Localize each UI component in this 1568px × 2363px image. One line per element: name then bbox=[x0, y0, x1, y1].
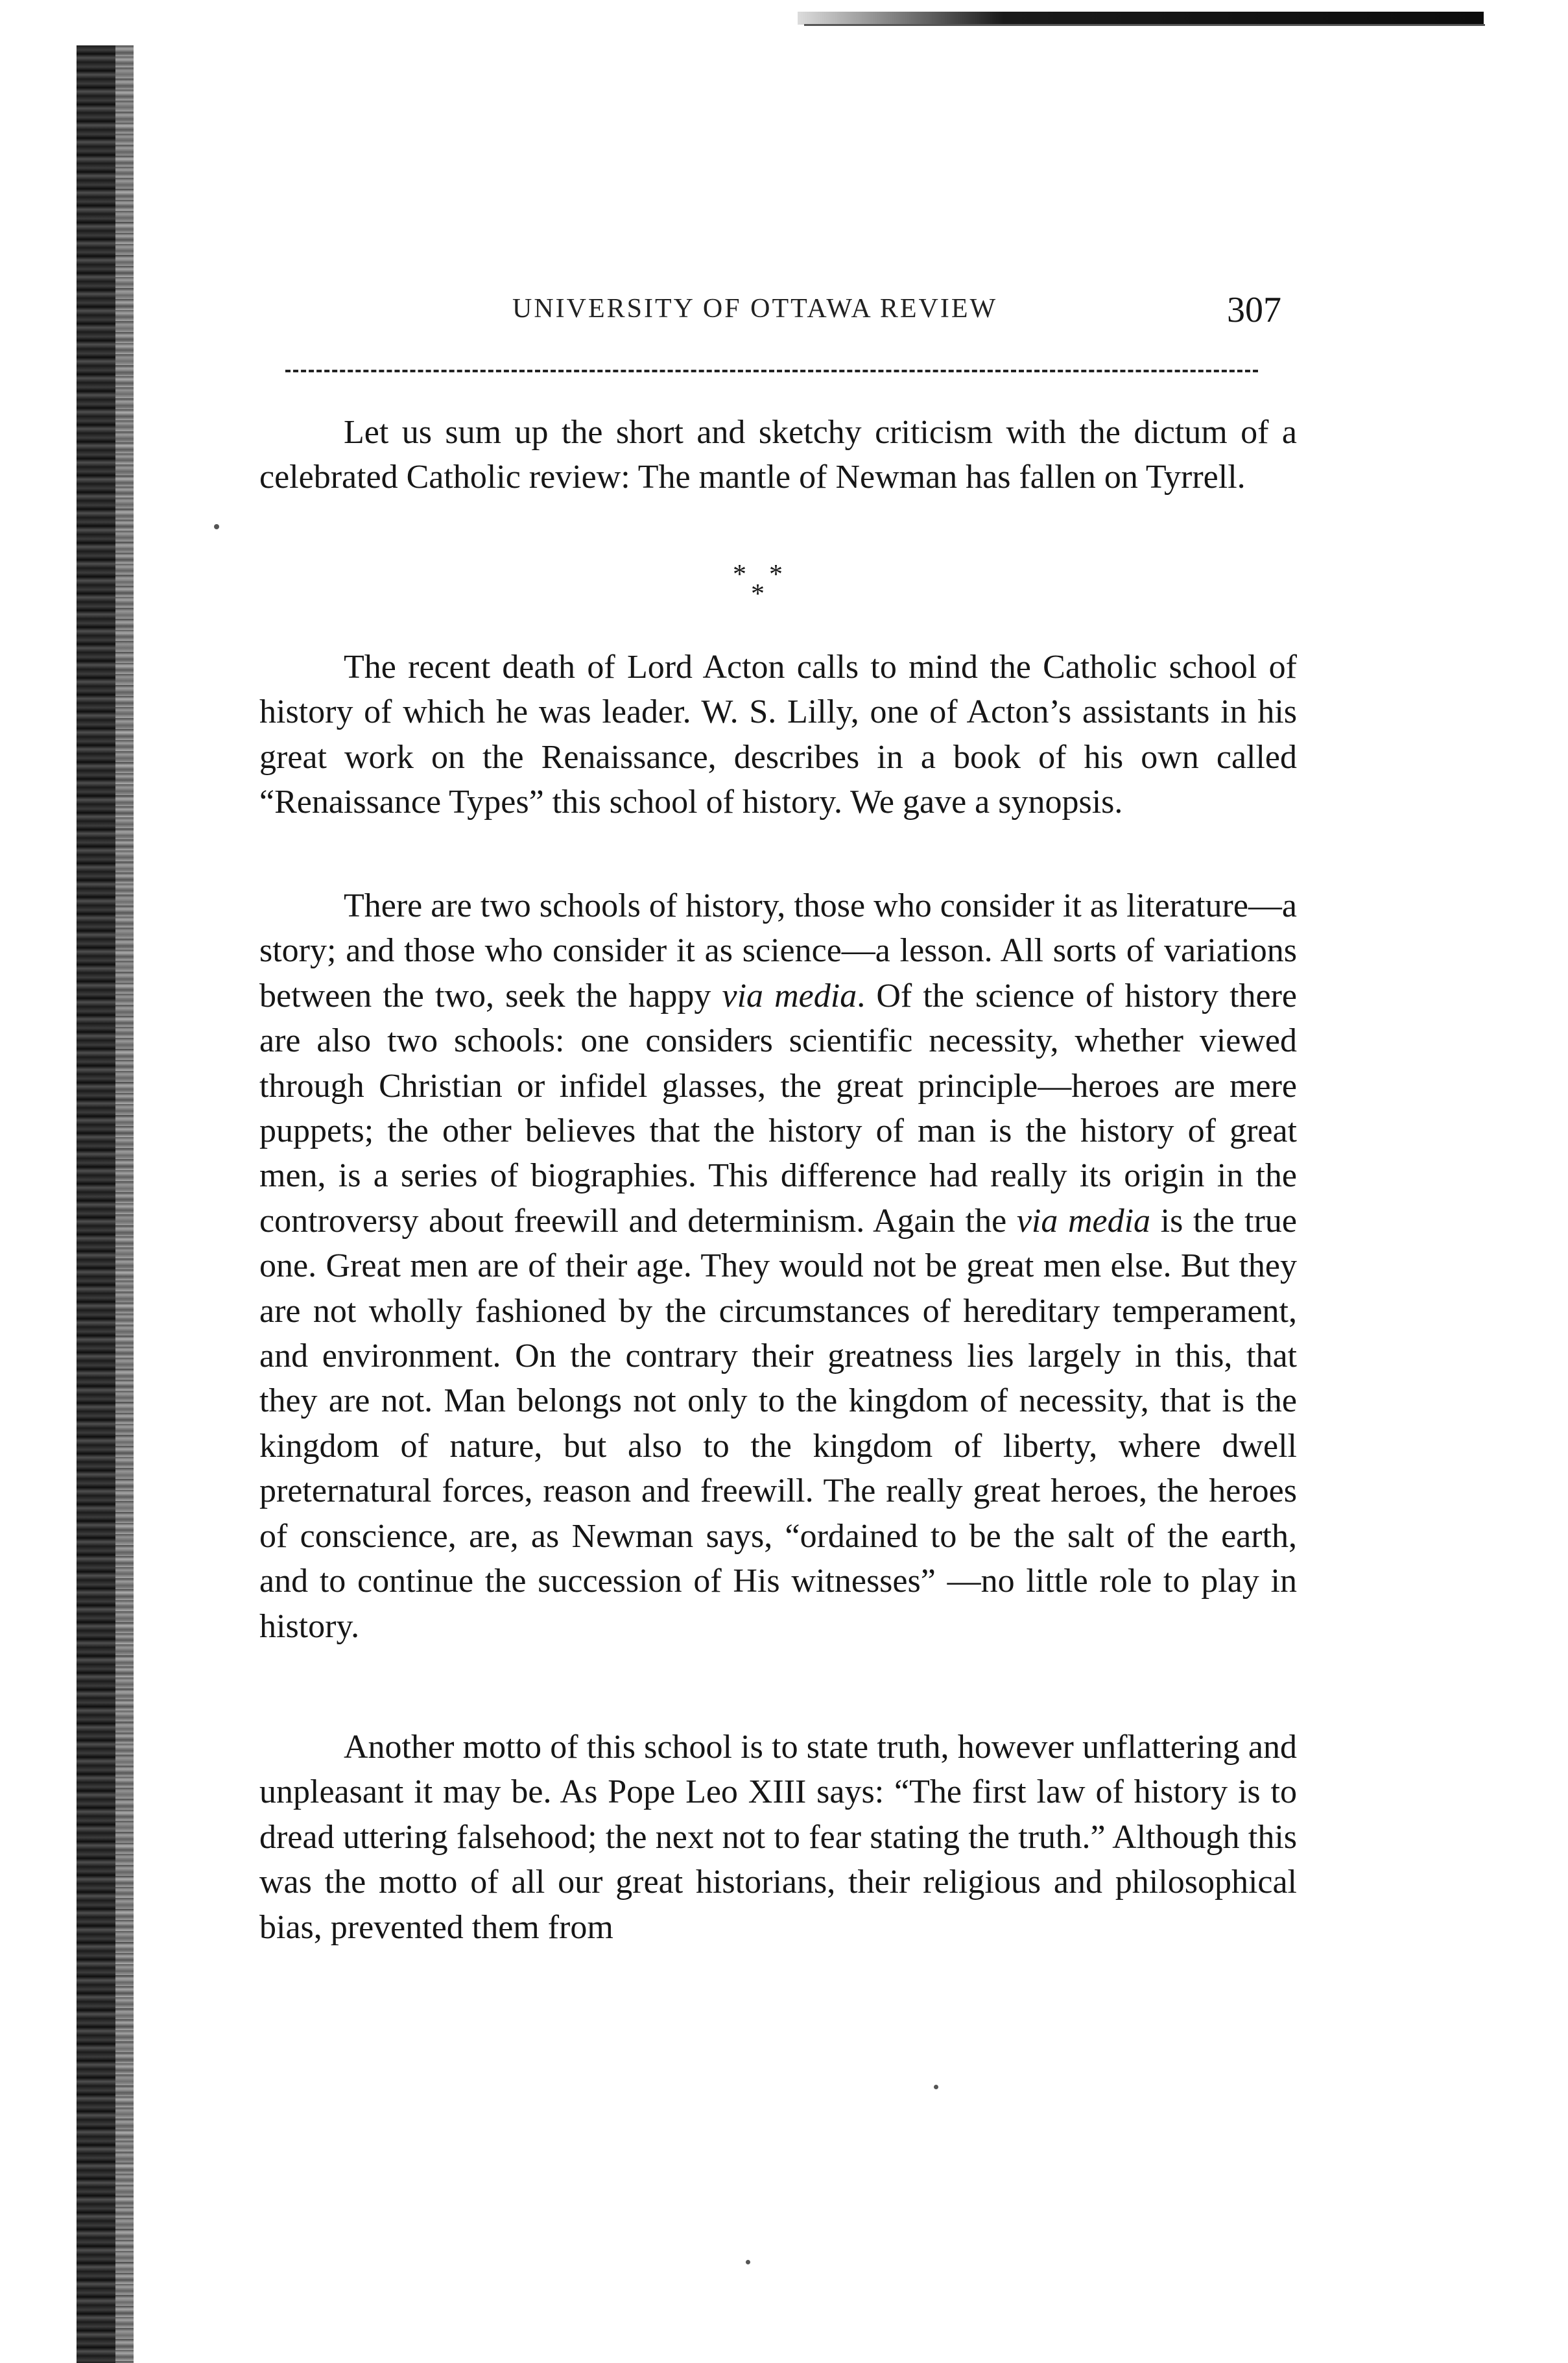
top-edge-line bbox=[804, 24, 1485, 26]
via-media-italic-2: via media bbox=[1016, 1202, 1151, 1240]
paragraph-2-text: The recent death of Lord Acton calls to mind the Catholic school of history of which he was leader. W. S. Lilly, one of Acton’s assistants in his great work on the Renaissance, describes in a book of his own called “Renaissance Types” this school of history. We gave a synopsis. bbox=[259, 649, 1297, 821]
speck-mark bbox=[934, 2085, 938, 2089]
paragraph-3-part-2: . Of the science of history there are also two schools: one considers scientific necessity, whether viewed through Christian or infidel glasses, the great principle—heroes are mere puppets; the other believes that the history of man is the history of great men, is a series of biographies. This difference had really its origin in the controversy about freewill and determinism. Again the bbox=[259, 977, 1298, 1240]
top-edge-shadow bbox=[798, 12, 1484, 25]
asterism-star-bottom: * bbox=[751, 579, 765, 609]
asterism-divider bbox=[733, 559, 798, 618]
paragraph-4-text: Another motto of this school is to state truth, however unflattering and unpleasant it may be. As Pope Leo XIII says: “The first law of history is to dread uttering falsehood; the next not to fear stating the truth.” Although this was the motto of all our great historians, their religious and philosophical bias, prevented them from bbox=[259, 1729, 1297, 1946]
paragraph-4 bbox=[259, 1725, 1297, 1950]
paragraph-1 bbox=[259, 410, 1297, 500]
header-rule bbox=[285, 370, 1258, 372]
paragraph-3-part-1: There are two schools of history, those who consider it as literature—a story; and those who consider it as science—a lesson. All sorts of variations between the two, seek the happy bbox=[259, 887, 1297, 1014]
speck-mark bbox=[746, 2260, 750, 2264]
page-number: 307 bbox=[1227, 290, 1281, 330]
paragraph-2 bbox=[259, 645, 1297, 825]
asterism-star-left: * bbox=[733, 560, 746, 590]
paragraph-3-text bbox=[259, 883, 1297, 1649]
via-media-italic-1: via media bbox=[722, 977, 857, 1014]
binding-edge bbox=[77, 45, 134, 2363]
paragraph-3 bbox=[259, 883, 1297, 1649]
speck-mark bbox=[214, 524, 219, 529]
paragraph-3-part-3: is the true one. Great men are of their age. They would not be great men else. But they are not wholly fashioned by the circumstances of hereditary temperament, and environment. On the contrary their greatness lies largely in this, that they are not. Man belongs not only to the kingdom of necessity, that is the kingdom of nature, but also to the kingdom of liberty, where dwell preternatural forces, reason and freewill. The really great heroes, the heroes of conscience, are, as Newman says, “ordained to be the salt of the earth, and to continue the succession of His witnesses” —no little role to play in history. bbox=[259, 1202, 1297, 1645]
asterism-star-right: * bbox=[769, 560, 783, 590]
paragraph-1-text: Let us sum up the short and sketchy criticism with the dictum of a celebrated Catholic review: The mantle of Newman has fallen on Tyrrell. bbox=[259, 414, 1297, 496]
running-head: UNIVERSITY OF OTTAWA REVIEW bbox=[512, 294, 998, 324]
